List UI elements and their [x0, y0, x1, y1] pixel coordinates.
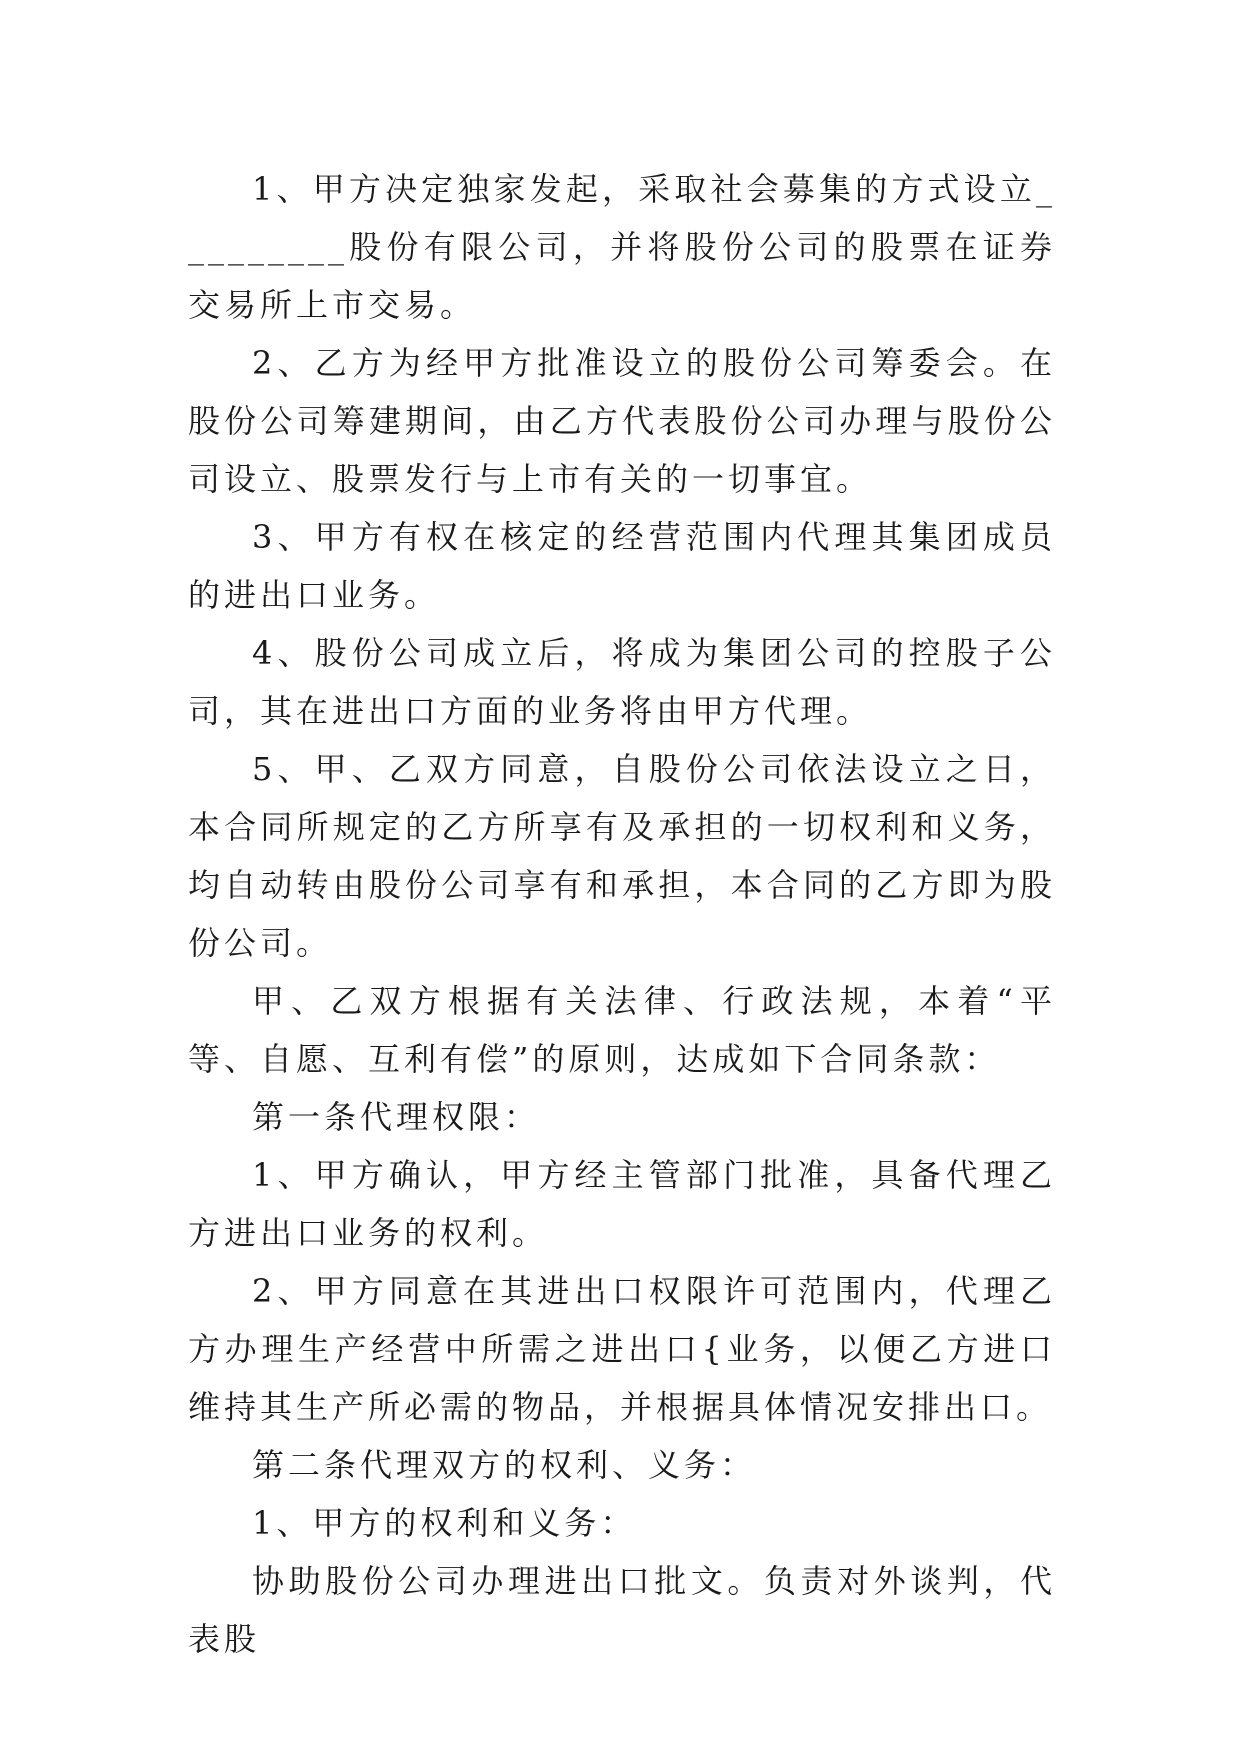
article-1-heading: 第一条代理权限：	[252, 1098, 541, 1136]
paragraph-9: 2、甲方同意在其进出口权限许可范围内，代理乙方办理生产经营中所需之进出口{业务，以便乙方进口维持其生产所必需的物品，并根据具体情况安排出口。	[188, 1272, 1056, 1426]
paragraph-2: 2、乙方为经甲方批准设立的股份公司筹委会。在股份公司筹建期间，由乙方代表股份公司办理与股份公司设立、股票发行与上市有关的一切事宜。	[188, 344, 1056, 498]
paragraph-4: 4、股份公司成立后，将成为集团公司的控股子公司，其在进出口方面的业务将由甲方代理。	[188, 634, 1056, 730]
paragraph-3: 3、甲方有权在核定的经营范围内代理其集团成员的进出口业务。	[188, 518, 1056, 614]
paragraph-5: 5、甲、乙双方同意，自股份公司依法设立之日，本合同所规定的乙方所享有及承担的一切权利和义务，均自动转由股份公司享有和承担，本合同的乙方即为股份公司。	[188, 750, 1056, 962]
paragraph-8: 1、甲方确认，甲方经主管部门批准，具备代理乙方进出口业务的权利。	[188, 1156, 1056, 1252]
paragraph-11: 1、甲方的权利和义务：	[252, 1504, 637, 1542]
paragraph-6: 甲、乙双方根据有关法律、行政法规，本着“平等、自愿、互利有偿”的原则，达成如下合同条款：	[188, 982, 1056, 1078]
paragraph-1: 1、甲方决定独家发起，采取社会募集的方式设立_________股份有限公司，并将股份公司的股票在证券交易所上市交易。	[188, 170, 1056, 324]
paragraph-12: 协助股份公司办理进出口批文。负责对外谈判，代表股	[188, 1562, 1056, 1658]
document-body	[188, 160, 1056, 1668]
article-2-heading: 第二条代理双方的权利、义务：	[252, 1446, 757, 1484]
